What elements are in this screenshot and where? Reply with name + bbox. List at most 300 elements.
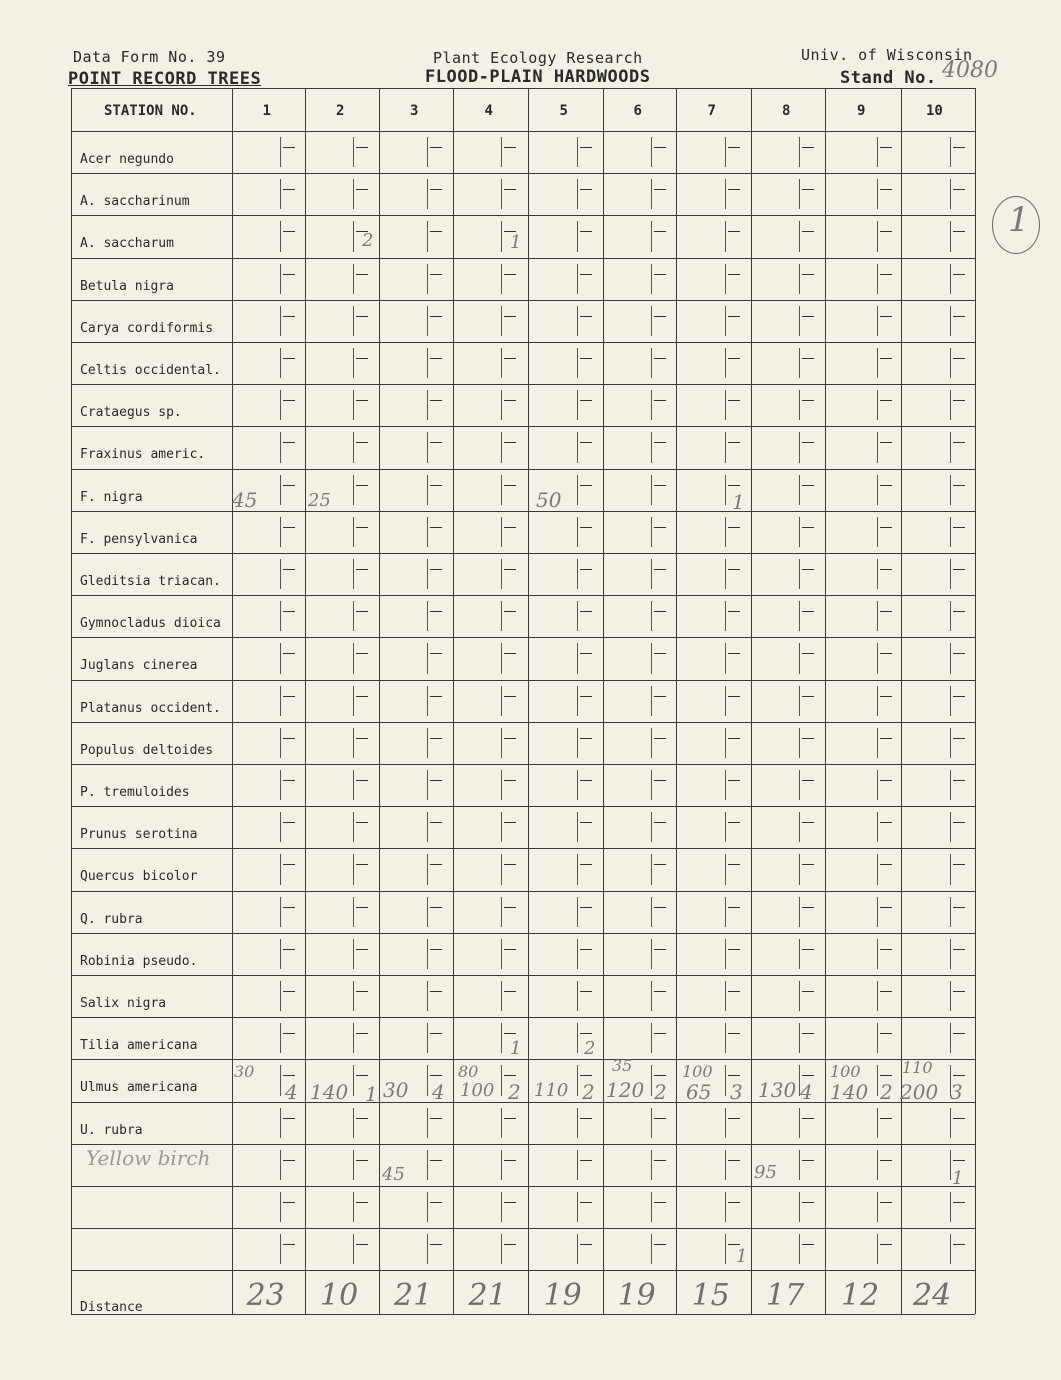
station-header: 1 — [262, 103, 271, 119]
sub-column-divider — [799, 1234, 800, 1264]
cell-dash — [356, 991, 368, 992]
sub-column-divider — [577, 1023, 578, 1053]
species-label: Prunus serotina — [80, 827, 198, 843]
cell-dash — [504, 1118, 516, 1119]
cell-dash — [504, 316, 516, 317]
sub-column-divider — [353, 1108, 354, 1138]
sub-column-divider — [651, 812, 652, 842]
tally-mark: 1 — [736, 1246, 748, 1267]
cell-dash — [430, 485, 442, 486]
sub-column-divider — [877, 221, 878, 251]
sub-column-divider — [799, 770, 800, 800]
cell-dash — [580, 1160, 592, 1161]
sub-column-divider — [799, 1023, 800, 1053]
dbh-value: 140 — [310, 1080, 349, 1104]
sub-column-divider — [353, 432, 354, 462]
cell-dash — [430, 527, 442, 528]
dbh-value: 35 — [612, 1056, 633, 1075]
cell-dash — [430, 611, 442, 612]
sub-column-divider — [725, 264, 726, 294]
dbh-value: 120 — [606, 1078, 645, 1102]
cell-dash — [504, 442, 516, 443]
org-line: Plant Ecology Research — [433, 49, 643, 67]
cell-dash — [654, 653, 666, 654]
cell-dash — [580, 358, 592, 359]
cell-dash — [430, 738, 442, 739]
cell-dash — [283, 611, 295, 612]
sub-column-divider — [427, 728, 428, 758]
sub-column-divider — [799, 854, 800, 884]
sub-column-divider — [577, 854, 578, 884]
cell-dash — [283, 442, 295, 443]
cell-dash — [580, 316, 592, 317]
cell-dash — [880, 780, 892, 781]
dbh-value: 130 — [758, 1078, 797, 1102]
sub-column-divider — [877, 264, 878, 294]
sub-column-divider — [353, 812, 354, 842]
cell-dash — [802, 864, 814, 865]
tally-mark: 1 — [732, 490, 745, 514]
sub-column-divider — [877, 559, 878, 589]
cell-dash — [580, 991, 592, 992]
cell-dash — [802, 1244, 814, 1245]
cell-dash — [504, 907, 516, 908]
cell-dash — [802, 822, 814, 823]
cell-dash — [654, 442, 666, 443]
sub-column-divider — [501, 179, 502, 209]
sub-column-divider — [280, 1108, 281, 1138]
column-divider — [751, 88, 752, 1314]
sub-column-divider — [427, 264, 428, 294]
sub-column-divider — [501, 390, 502, 420]
cell-dash — [430, 274, 442, 275]
sub-column-divider — [651, 601, 652, 631]
cell-dash — [880, 358, 892, 359]
cell-dash — [802, 1202, 814, 1203]
sub-column-divider — [427, 1065, 428, 1095]
cell-dash — [953, 1202, 965, 1203]
tally-count: 1 — [365, 1082, 378, 1106]
row-divider — [71, 933, 975, 934]
sub-column-divider — [353, 1023, 354, 1053]
cell-dash — [283, 696, 295, 697]
station-header: 7 — [707, 103, 716, 119]
cell-dash — [430, 316, 442, 317]
distance-value: 24 — [913, 1278, 952, 1313]
cell-dash — [283, 653, 295, 654]
species-label: Yellow birch — [86, 1145, 211, 1170]
cell-dash — [356, 147, 368, 148]
sub-column-divider — [501, 348, 502, 378]
sub-column-divider — [651, 1108, 652, 1138]
sub-column-divider — [877, 897, 878, 927]
cell-dash — [728, 1202, 740, 1203]
sub-column-divider — [725, 475, 726, 505]
sub-column-divider — [877, 1234, 878, 1264]
cell-dash — [880, 1118, 892, 1119]
sub-column-divider — [799, 559, 800, 589]
cell-dash — [504, 189, 516, 190]
sub-column-divider — [799, 179, 800, 209]
cell-dash — [356, 400, 368, 401]
sub-column-divider — [950, 390, 951, 420]
cell-dash — [283, 907, 295, 908]
cell-dash — [880, 1160, 892, 1161]
cell-dash — [504, 949, 516, 950]
dbh-value: 110 — [534, 1080, 569, 1101]
cell-dash — [654, 1033, 666, 1034]
cell-dash — [802, 991, 814, 992]
cell-dash — [356, 1118, 368, 1119]
cell-dash — [283, 316, 295, 317]
cell-dash — [356, 358, 368, 359]
sub-column-divider — [725, 1108, 726, 1138]
cell-dash — [802, 696, 814, 697]
species-label: Celtis occidental. — [80, 363, 221, 378]
cell-dash — [504, 485, 516, 486]
sub-column-divider — [799, 1192, 800, 1222]
sub-column-divider — [427, 770, 428, 800]
cell-dash — [504, 1202, 516, 1203]
sub-column-divider — [877, 306, 878, 336]
distance-value: 17 — [766, 1278, 805, 1313]
dbh-value: 30 — [234, 1062, 255, 1081]
sub-column-divider — [280, 770, 281, 800]
sub-column-divider — [353, 517, 354, 547]
sub-column-divider — [877, 390, 878, 420]
sub-column-divider — [427, 432, 428, 462]
cell-dash — [580, 611, 592, 612]
distance-label: Distance — [80, 1300, 143, 1315]
sub-column-divider — [651, 1065, 652, 1095]
cell-dash — [283, 485, 295, 486]
cell-dash — [802, 653, 814, 654]
sub-column-divider — [353, 854, 354, 884]
cell-dash — [654, 1075, 666, 1076]
cell-dash — [430, 1160, 442, 1161]
cell-dash — [580, 696, 592, 697]
sub-column-divider — [577, 897, 578, 927]
cell-dash — [953, 527, 965, 528]
cell-dash — [802, 400, 814, 401]
dbh-value: 100 — [682, 1062, 713, 1081]
cell-dash — [654, 696, 666, 697]
sub-column-divider — [577, 221, 578, 251]
species-label: A. saccharum — [80, 236, 174, 252]
sub-column-divider — [799, 390, 800, 420]
cell-dash — [728, 527, 740, 528]
sub-column-divider — [725, 1234, 726, 1264]
sub-column-divider — [651, 137, 652, 167]
sub-column-divider — [577, 137, 578, 167]
sub-column-divider — [577, 559, 578, 589]
sub-column-divider — [877, 348, 878, 378]
sub-column-divider — [501, 1192, 502, 1222]
cell-dash — [880, 907, 892, 908]
cell-dash — [430, 780, 442, 781]
sub-column-divider — [577, 1234, 578, 1264]
station-header: 8 — [782, 103, 791, 119]
sub-column-divider — [501, 770, 502, 800]
sub-column-divider — [950, 1192, 951, 1222]
tally-count: 4 — [432, 1080, 445, 1104]
sub-column-divider — [427, 559, 428, 589]
cell-dash — [356, 949, 368, 950]
dbh-value: 110 — [902, 1058, 933, 1077]
row-divider — [71, 722, 975, 723]
sub-column-divider — [353, 264, 354, 294]
cell-dash — [953, 316, 965, 317]
cell-dash — [430, 400, 442, 401]
dbh-value: 25 — [308, 490, 331, 511]
station-header: 2 — [336, 103, 345, 119]
sub-column-divider — [651, 559, 652, 589]
cell-dash — [283, 400, 295, 401]
cell-dash — [654, 274, 666, 275]
sub-column-divider — [501, 137, 502, 167]
sub-column-divider — [725, 897, 726, 927]
sub-column-divider — [799, 939, 800, 969]
cell-dash — [953, 1160, 965, 1161]
sub-column-divider — [280, 348, 281, 378]
sub-column-divider — [353, 137, 354, 167]
distance-value: 10 — [320, 1278, 359, 1313]
cell-dash — [728, 1118, 740, 1119]
sub-column-divider — [651, 264, 652, 294]
cell-dash — [580, 1244, 592, 1245]
cell-dash — [728, 1033, 740, 1034]
sub-column-divider — [353, 897, 354, 927]
sub-column-divider — [501, 1150, 502, 1180]
sub-column-divider — [877, 1023, 878, 1053]
sub-column-divider — [651, 1150, 652, 1180]
cell-dash — [654, 738, 666, 739]
row-divider — [71, 764, 975, 765]
sub-column-divider — [950, 1234, 951, 1264]
sub-column-divider — [877, 981, 878, 1011]
cell-dash — [580, 780, 592, 781]
species-label: F. pensylvanica — [80, 531, 198, 547]
cell-dash — [802, 1160, 814, 1161]
sub-column-divider — [799, 643, 800, 673]
cell-dash — [356, 822, 368, 823]
species-label: Salix nigra — [80, 996, 167, 1011]
sub-column-divider — [651, 348, 652, 378]
cell-dash — [802, 1033, 814, 1034]
sub-column-divider — [725, 1065, 726, 1095]
sub-column-divider — [799, 306, 800, 336]
sub-column-divider — [353, 601, 354, 631]
university-label: Univ. of Wisconsin — [801, 46, 973, 64]
sub-column-divider — [799, 1150, 800, 1180]
cell-dash — [356, 653, 368, 654]
cell-dash — [953, 738, 965, 739]
sub-column-divider — [577, 1065, 578, 1095]
sub-column-divider — [427, 812, 428, 842]
cell-dash — [728, 569, 740, 570]
sub-column-divider — [950, 137, 951, 167]
cell-dash — [728, 696, 740, 697]
cell-dash — [283, 1075, 295, 1076]
cell-dash — [880, 696, 892, 697]
cell-dash — [654, 780, 666, 781]
sub-column-divider — [799, 221, 800, 251]
sub-column-divider — [877, 517, 878, 547]
sub-column-divider — [427, 1108, 428, 1138]
distance-value: 23 — [246, 1278, 285, 1313]
sub-column-divider — [725, 517, 726, 547]
cell-dash — [728, 1160, 740, 1161]
sub-column-divider — [651, 179, 652, 209]
cell-dash — [283, 1118, 295, 1119]
sub-column-divider — [877, 770, 878, 800]
sub-column-divider — [427, 981, 428, 1011]
species-label: Betula nigra — [80, 278, 174, 294]
cell-dash — [654, 147, 666, 148]
tally-mark: 1 — [510, 1038, 522, 1059]
species-label: A. saccharinum — [80, 194, 190, 210]
cell-dash — [728, 653, 740, 654]
cell-dash — [654, 527, 666, 528]
cell-dash — [880, 1075, 892, 1076]
cell-dash — [802, 485, 814, 486]
distance-value: 12 — [841, 1278, 880, 1313]
cell-dash — [430, 696, 442, 697]
cell-dash — [802, 949, 814, 950]
distance-value: 15 — [691, 1278, 730, 1313]
cell-dash — [356, 1033, 368, 1034]
species-label: Populus deltoides — [80, 742, 214, 758]
tally-count: 4 — [800, 1080, 813, 1104]
cell-dash — [953, 485, 965, 486]
cell-dash — [880, 147, 892, 148]
row-divider — [71, 1270, 975, 1271]
cell-dash — [504, 1244, 516, 1245]
sub-column-divider — [651, 1023, 652, 1053]
cell-dash — [504, 569, 516, 570]
cell-dash — [802, 611, 814, 612]
sub-column-divider — [725, 981, 726, 1011]
sub-column-divider — [799, 475, 800, 505]
cell-dash — [283, 358, 295, 359]
sub-column-divider — [725, 306, 726, 336]
sub-column-divider — [651, 517, 652, 547]
sub-column-divider — [501, 264, 502, 294]
cell-dash — [504, 611, 516, 612]
cell-dash — [802, 1118, 814, 1119]
sub-column-divider — [427, 1150, 428, 1180]
sub-column-divider — [877, 854, 878, 884]
column-divider — [232, 88, 233, 1314]
cell-dash — [953, 1118, 965, 1119]
sub-column-divider — [577, 390, 578, 420]
sub-column-divider — [427, 1023, 428, 1053]
cell-dash — [802, 569, 814, 570]
cell-dash — [953, 991, 965, 992]
dbh-value: 50 — [536, 488, 562, 512]
sub-column-divider — [877, 1065, 878, 1095]
row-divider — [71, 1059, 975, 1060]
tally-mark: 1 — [510, 232, 522, 253]
sub-column-divider — [651, 686, 652, 716]
sub-column-divider — [501, 432, 502, 462]
cell-dash — [430, 569, 442, 570]
sub-column-divider — [427, 517, 428, 547]
cell-dash — [802, 189, 814, 190]
tally-count: 2 — [654, 1080, 667, 1104]
species-label: Quercus bicolor — [80, 869, 198, 885]
stand-label: Stand No. — [840, 68, 937, 88]
cell-dash — [283, 274, 295, 275]
sub-column-divider — [501, 939, 502, 969]
sub-column-divider — [950, 475, 951, 505]
sub-column-divider — [799, 981, 800, 1011]
cell-dash — [953, 1033, 965, 1034]
cell-dash — [283, 780, 295, 781]
cell-dash — [356, 189, 368, 190]
sub-column-divider — [950, 812, 951, 842]
sub-column-divider — [577, 1150, 578, 1180]
sub-column-divider — [799, 348, 800, 378]
cell-dash — [802, 274, 814, 275]
cell-dash — [356, 485, 368, 486]
sub-column-divider — [353, 1192, 354, 1222]
station-header: 4 — [484, 103, 493, 119]
cell-dash — [283, 1244, 295, 1245]
sub-column-divider — [950, 728, 951, 758]
row-divider — [71, 806, 975, 807]
sub-column-divider — [577, 306, 578, 336]
sub-column-divider — [799, 264, 800, 294]
tally-count: 3 — [730, 1080, 743, 1104]
sub-column-divider — [501, 1234, 502, 1264]
cell-dash — [654, 611, 666, 612]
cell-dash — [430, 358, 442, 359]
distance-value: 19 — [617, 1278, 656, 1313]
cell-dash — [356, 1202, 368, 1203]
cell-dash — [953, 1075, 965, 1076]
cell-dash — [283, 1160, 295, 1161]
station-header: 6 — [633, 103, 642, 119]
cell-dash — [580, 400, 592, 401]
sub-column-divider — [950, 1108, 951, 1138]
form-title: POINT RECORD TREES — [68, 69, 262, 89]
dbh-value: 100 — [830, 1062, 861, 1081]
sub-column-divider — [353, 1234, 354, 1264]
cell-dash — [880, 316, 892, 317]
dbh-value: 45 — [382, 1164, 405, 1185]
sub-column-divider — [725, 770, 726, 800]
cell-dash — [728, 991, 740, 992]
cell-dash — [654, 822, 666, 823]
sub-column-divider — [280, 264, 281, 294]
sub-column-divider — [353, 728, 354, 758]
sub-column-divider — [877, 1150, 878, 1180]
row-divider — [71, 891, 975, 892]
tally-count: 2 — [880, 1080, 893, 1104]
sub-column-divider — [950, 981, 951, 1011]
cell-dash — [953, 442, 965, 443]
tally-mark: 2 — [362, 230, 374, 251]
sub-column-divider — [501, 897, 502, 927]
cell-dash — [430, 147, 442, 148]
sub-column-divider — [725, 1150, 726, 1180]
dbh-value: 65 — [686, 1080, 712, 1104]
tally-mark: 2 — [584, 1038, 596, 1059]
cell-dash — [356, 316, 368, 317]
circled-mark: 1 — [1008, 200, 1030, 240]
cell-dash — [654, 485, 666, 486]
